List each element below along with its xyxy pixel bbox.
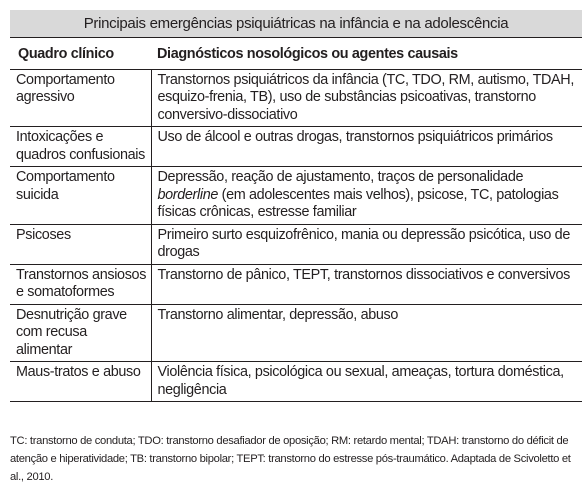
diagnoses-italic-term: borderline	[157, 186, 218, 203]
row-diagnoses: Transtorno alimentar, depressão, abuso	[151, 304, 582, 362]
row-diagnoses: Violência física, psicológica ou sexual, ameaças, tortura doméstica, negligência	[151, 362, 582, 402]
header-diagnoses: Diagnósticos nosológicos ou agentes causais	[151, 40, 582, 69]
diagnoses-text: (em adolescentes mais velhos), psicose, TC, patologias físicas crônicas, estresse familiar	[157, 186, 559, 220]
row-diagnoses: Transtornos psiquiátricos da infância (TC, TDO, RM, autismo, TDAH, esquizo-frenia, TB), uso de substâncias psicoativas, transtorno conversivo-dissociativo	[151, 69, 582, 127]
table-header-row	[10, 40, 582, 69]
diagnoses-text: Depressão, reação de ajustamento, traços de personalidade	[157, 169, 524, 185]
header-condition: Quadro clínico	[10, 40, 151, 69]
row-condition: Psicoses	[10, 224, 151, 264]
row-condition: Transtornos ansiosos e somatoformes	[10, 264, 151, 304]
row-diagnoses: Uso de álcool e outras drogas, transtornos psiquiátricos primários	[151, 127, 582, 167]
row-diagnoses: Transtorno de pânico, TEPT, transtornos dissociativos e conversivos	[151, 264, 582, 304]
table-footnote: TC: transtorno de conduta; TDO: transtorno desafiador de oposição; RM: retardo mental; TDAH: transtorno do déficit de atenção e hiperatividade; TB: transtorno bipolar; TEPT: transtorno do estresse pós-traumático. Adaptada de Scivoletto et al., 2010.	[10, 435, 571, 483]
table-row	[10, 167, 582, 225]
row-condition: Intoxicações e quadros confusionais	[10, 127, 151, 167]
table-row	[10, 362, 582, 402]
row-condition: Comportamento suicida	[10, 167, 151, 225]
row-condition: Comportamento agressivo	[10, 69, 151, 127]
row-condition: Desnutrição grave com recusa alimentar	[10, 304, 151, 362]
emergencies-table	[10, 40, 582, 402]
table-row	[10, 304, 582, 362]
table-row	[10, 264, 582, 304]
row-diagnoses: Primeiro surto esquizofrênico, mania ou depressão psicótica, uso de drogas	[151, 224, 582, 264]
row-diagnoses	[151, 167, 582, 225]
table-row	[10, 127, 582, 167]
table-row	[10, 69, 582, 127]
row-condition: Maus-tratos e abuso	[10, 362, 151, 402]
table-caption: Principais emergências psiquiátricas na infância e na adolescência	[10, 10, 582, 38]
table-row	[10, 224, 582, 264]
